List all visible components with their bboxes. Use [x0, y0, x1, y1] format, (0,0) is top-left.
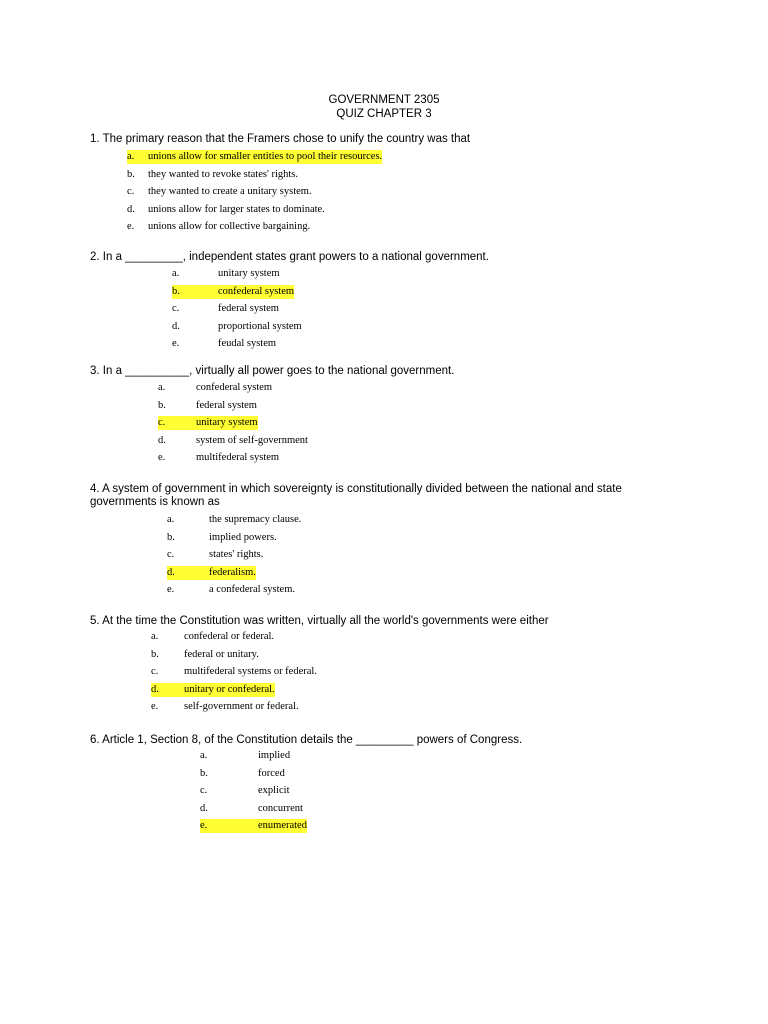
option-letter: d. — [167, 566, 175, 578]
option-text: explicit — [258, 785, 290, 796]
option-letter: a. — [167, 514, 175, 525]
option-letter: e. — [151, 701, 159, 712]
option-text: unions allow for larger states to dominate. — [148, 203, 325, 215]
question-5: 5. At the time the Constitution was written, virtually all the world's governments were either — [90, 615, 549, 627]
option-text: self-government or federal. — [184, 701, 299, 712]
question-1: 1. The primary reason that the Framers chose to unify the country was that — [90, 133, 471, 145]
quiz-title: QUIZ CHAPTER 3 — [336, 108, 432, 120]
option-text: implied — [258, 750, 291, 761]
option-text: the supremacy clause. — [209, 514, 302, 525]
option-letter: c. — [200, 785, 208, 796]
option-letter: a. — [151, 631, 159, 642]
option-text: unions allow for collective bargaining. — [148, 221, 311, 232]
option-letter: c. — [172, 303, 180, 314]
option-text: federal system — [196, 399, 257, 411]
option-text: implied powers. — [209, 531, 277, 543]
option-letter: b. — [167, 531, 175, 543]
option-text: states' rights. — [209, 549, 264, 560]
option-letter: b. — [151, 648, 159, 660]
option-text: federal system — [218, 303, 279, 314]
option-text: system of self-government — [196, 434, 308, 446]
option-letter: b. — [200, 767, 208, 779]
option-letter: a. — [200, 750, 208, 761]
option-text: multifederal systems or federal. — [184, 666, 317, 677]
option-text: they wanted to revoke states' rights. — [148, 168, 299, 180]
option-text: forced — [258, 767, 285, 779]
question-4: 4. A system of government in which sovereignty is constitutionally divided between the national and state governments is known as — [90, 483, 622, 508]
option-letter: e. — [200, 820, 208, 831]
highlighted-answer: unions allow for smaller entities to pool their resources. — [148, 151, 383, 162]
option-letter: b. — [172, 285, 180, 297]
option-text: feudal system — [218, 338, 277, 349]
option-letter: b. — [127, 168, 135, 180]
option-text: unitary system — [218, 268, 280, 279]
option-letter: d. — [200, 802, 208, 814]
option-letter: c. — [167, 549, 175, 560]
highlighted-answer: confederal system — [218, 285, 295, 297]
option-letter: a. — [127, 151, 135, 162]
option-text: a confederal system. — [209, 584, 296, 595]
option-letter: c. — [127, 186, 135, 197]
option-letter: e. — [158, 452, 166, 463]
highlighted-answer: unitary system — [196, 417, 258, 428]
option-text: concurrent — [258, 802, 303, 814]
option-letter: e. — [172, 338, 180, 349]
option-letter: e. — [167, 584, 175, 595]
option-text: they wanted to create a unitary system. — [148, 186, 312, 197]
highlighted-answer: federalism. — [209, 566, 256, 578]
option-letter: c. — [151, 666, 159, 677]
option-letter: b. — [158, 399, 166, 411]
option-text: confederal system — [196, 382, 273, 393]
question-6: 6. Article 1, Section 8, of the Constitution details the _________ powers of Congress. — [90, 734, 523, 746]
highlight-gap — [200, 819, 258, 833]
option-letter: d. — [158, 434, 166, 446]
option-letter: e. — [127, 221, 135, 232]
course-title: GOVERNMENT 2305 — [328, 94, 440, 106]
option-letter: c. — [158, 417, 166, 428]
question-2: 2. In a _________, independent states grant powers to a national government. — [90, 251, 489, 263]
option-letter: a. — [158, 382, 166, 393]
highlighted-answer: unitary or confederal. — [184, 683, 275, 695]
highlighted-answer: enumerated — [258, 820, 307, 831]
option-letter: d. — [127, 203, 135, 215]
option-letter: d. — [151, 683, 159, 695]
question-3: 3. In a __________, virtually all power goes to the national government. — [90, 365, 455, 377]
option-text: confederal or federal. — [184, 631, 275, 642]
option-letter: d. — [172, 320, 180, 332]
option-text: multifederal system — [196, 452, 280, 463]
option-text: federal or unitary. — [184, 648, 259, 660]
option-text: proportional system — [218, 320, 302, 332]
option-letter: a. — [172, 268, 180, 279]
